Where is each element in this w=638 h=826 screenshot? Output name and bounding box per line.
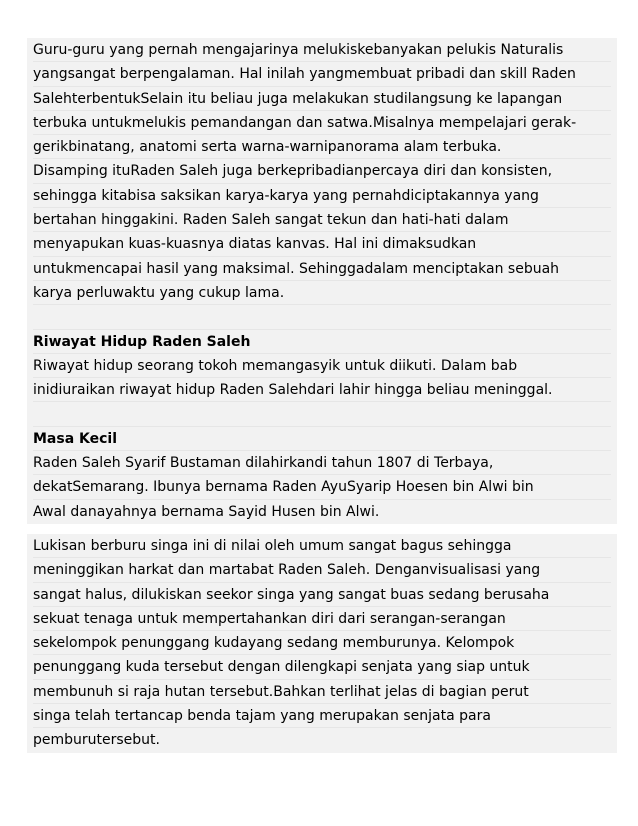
document-page — [27, 38, 617, 753]
text-line: sangat halus, dilukiskan seekor singa yang sangat buas sedang berusaha — [33, 583, 611, 607]
text-line: pemburutersebut. — [33, 732, 160, 749]
heading-riwayat-hidup: Riwayat Hidup Raden Saleh — [33, 330, 611, 354]
text-line: Guru-guru yang pernah mengajarinya melukiskebanyakan pelukis Naturalis — [33, 38, 611, 62]
text-line: menyapukan kuas-kuasnya diatas kanvas. Hal ini dimaksudkan — [33, 232, 611, 256]
blank-line — [33, 305, 611, 329]
text-line: Awal danayahnya bernama Sayid Husen bin Alwi. — [33, 503, 380, 520]
heading-masa-kecil: Masa Kecil — [33, 427, 611, 451]
blank-line — [33, 402, 611, 426]
text-line: bertahan hinggakini. Raden Saleh sangat tekun dan hati-hati dalam — [33, 208, 611, 232]
paragraph-lion-hunt — [27, 534, 617, 753]
text-line: SalehterbentukSelain itu beliau juga melakukan studilangsung ke lapangan — [33, 87, 611, 111]
text-line: sekuat tenaga untuk mempertahankan diri dari serangan-serangan — [33, 607, 611, 631]
text-line: singa telah tertancap benda tajam yang merupakan senjata para — [33, 704, 611, 728]
text-line: yangsangat berpengalaman. Hal inilah yangmembuat pribadi dan skill Raden — [33, 62, 611, 86]
text-line: sekelompok penunggang kudayang sedang memburunya. Kelompok — [33, 631, 611, 655]
text-line: untukmencapai hasil yang maksimal. Sehinggadalam menciptakan sebuah — [33, 257, 611, 281]
text-line: Disamping ituRaden Saleh juga berkepribadianpercaya diri dan konsisten, — [33, 159, 611, 183]
text-line: Raden Saleh Syarif Bustaman dilahirkandi tahun 1807 di Terbaya, — [33, 451, 611, 475]
text-line: meninggikan harkat dan martabat Raden Saleh. Denganvisualisasi yang — [33, 558, 611, 582]
text-line: Riwayat hidup seorang tokoh memangasyik untuk diikuti. Dalam bab — [33, 354, 611, 378]
text-line: membunuh si raja hutan tersebut.Bahkan terlihat jelas di bagian perut — [33, 680, 611, 704]
text-line: gerikbinatang, anatomi serta warna-warnipanorama alam terbuka. — [33, 135, 611, 159]
text-line: sehingga kitabisa saksikan karya-karya yang pernahdiciptakannya yang — [33, 184, 611, 208]
text-line: karya perluwaktu yang cukup lama. — [33, 281, 611, 305]
text-line: terbuka untukmelukis pemandangan dan satwa.Misalnya mempelajari gerak- — [33, 111, 611, 135]
section-gap — [27, 524, 617, 534]
text-line: inidiuraikan riwayat hidup Raden Salehdari lahir hingga beliau meninggal. — [33, 378, 611, 402]
paragraph-training — [27, 38, 617, 524]
text-line: Lukisan berburu singa ini di nilai oleh umum sangat bagus sehingga — [33, 534, 611, 558]
text-line: dekatSemarang. Ibunya bernama Raden AyuSyarip Hoesen bin Alwi bin — [33, 475, 611, 499]
text-line: penunggang kuda tersebut dengan dilengkapi senjata yang siap untuk — [33, 655, 611, 679]
